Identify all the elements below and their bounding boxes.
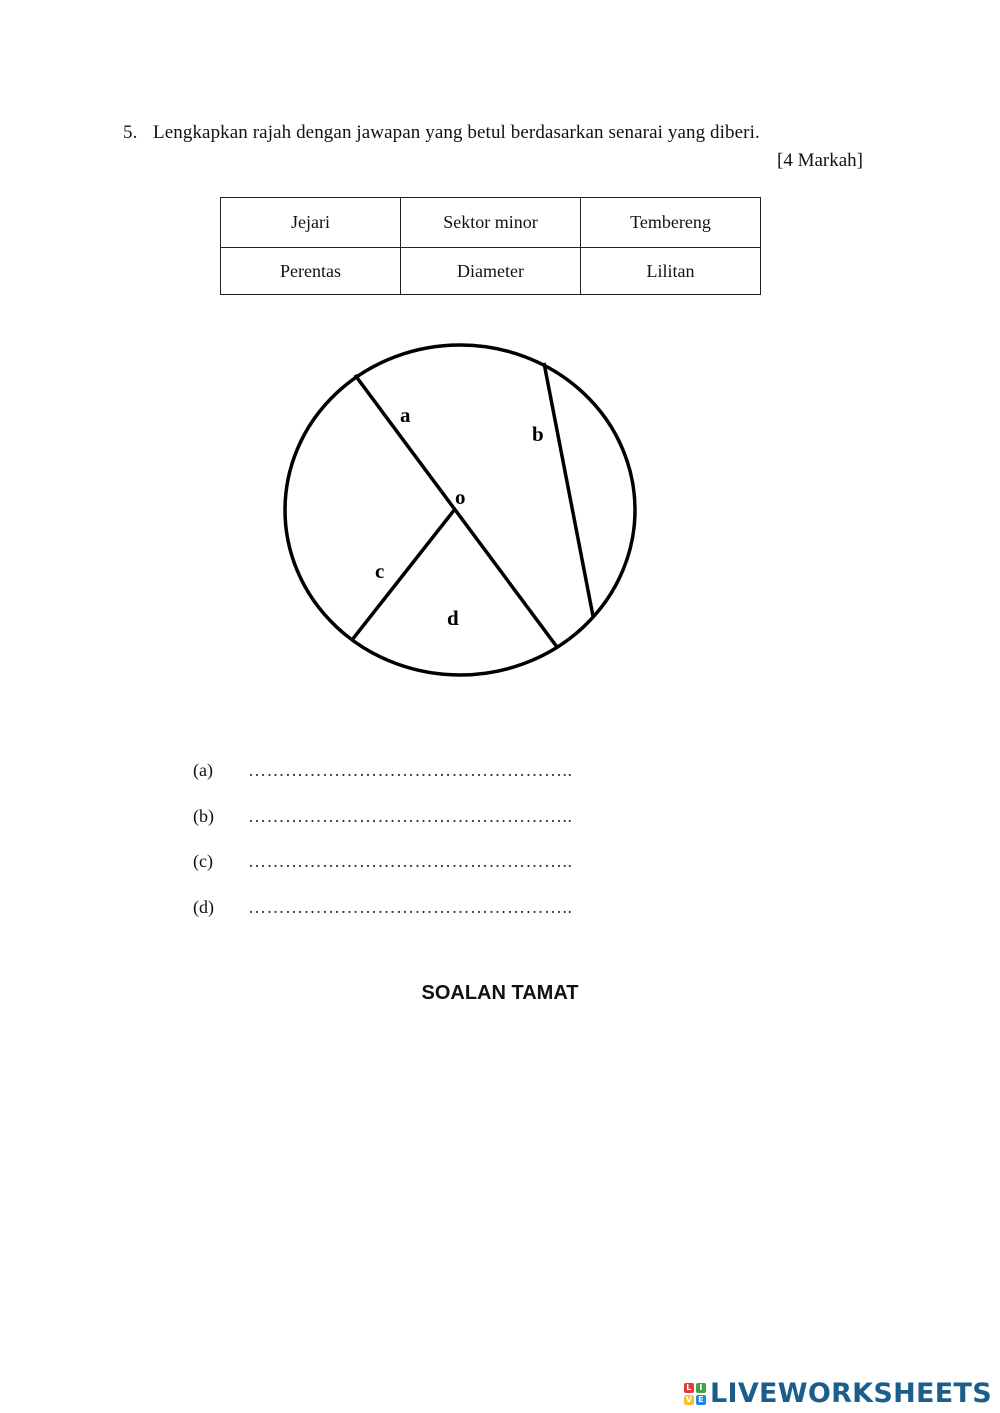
brand-text: LIVEWORKSHEETS	[709, 1378, 992, 1409]
circle-circumference	[285, 345, 635, 675]
label-a: a	[400, 403, 411, 427]
circle-diagram	[270, 330, 650, 690]
label-o: o	[455, 485, 466, 509]
brand-watermark	[684, 1378, 992, 1409]
label-d: d	[447, 606, 459, 630]
answer-label: (c)	[193, 851, 213, 871]
choice-cell: Lilitan	[581, 248, 761, 295]
choices-row-2	[221, 248, 761, 295]
answer-list	[193, 760, 573, 942]
choice-cell: Sektor minor	[401, 198, 581, 248]
brand-logo-icon	[684, 1383, 706, 1405]
choice-cell: Jejari	[221, 198, 401, 248]
choice-cell: Perentas	[221, 248, 401, 295]
answer-row-c	[193, 851, 573, 897]
label-c: c	[375, 559, 385, 583]
label-b: b	[532, 422, 544, 446]
choices-row-1	[221, 198, 761, 248]
logo-letter: L	[684, 1383, 694, 1393]
answer-blank-d[interactable]: ……………………………………………..	[248, 896, 573, 917]
answer-row-b	[193, 806, 573, 852]
choice-cell: Diameter	[401, 248, 581, 295]
answer-blank-a[interactable]: ……………………………………………..	[248, 760, 573, 780]
question-number: 5.	[123, 122, 138, 143]
answer-row-d	[193, 897, 573, 943]
answer-blank-b[interactable]: ……………………………………………..	[248, 805, 573, 826]
question-text	[123, 122, 760, 144]
marks-label: [4 Markah]	[777, 150, 863, 171]
choice-cell: Tembereng	[581, 198, 761, 248]
logo-letter: I	[696, 1383, 706, 1393]
answer-label: (a)	[193, 760, 213, 780]
logo-letter: V	[685, 1394, 693, 1404]
answer-label: (b)	[193, 805, 214, 826]
end-text: SOALAN TAMAT	[421, 982, 579, 1004]
question-instruction: Lengkapkan rajah dengan jawapan yang betul berdasarkan senarai yang diberi.	[153, 122, 760, 143]
answer-label: (d)	[193, 896, 214, 917]
radius-line	[352, 509, 455, 640]
answer-row-a	[193, 760, 573, 806]
logo-letter: E	[696, 1395, 706, 1405]
choices-table	[220, 197, 761, 295]
answer-blank-c[interactable]: ……………………………………………..	[248, 851, 573, 871]
chord-line	[544, 363, 593, 616]
